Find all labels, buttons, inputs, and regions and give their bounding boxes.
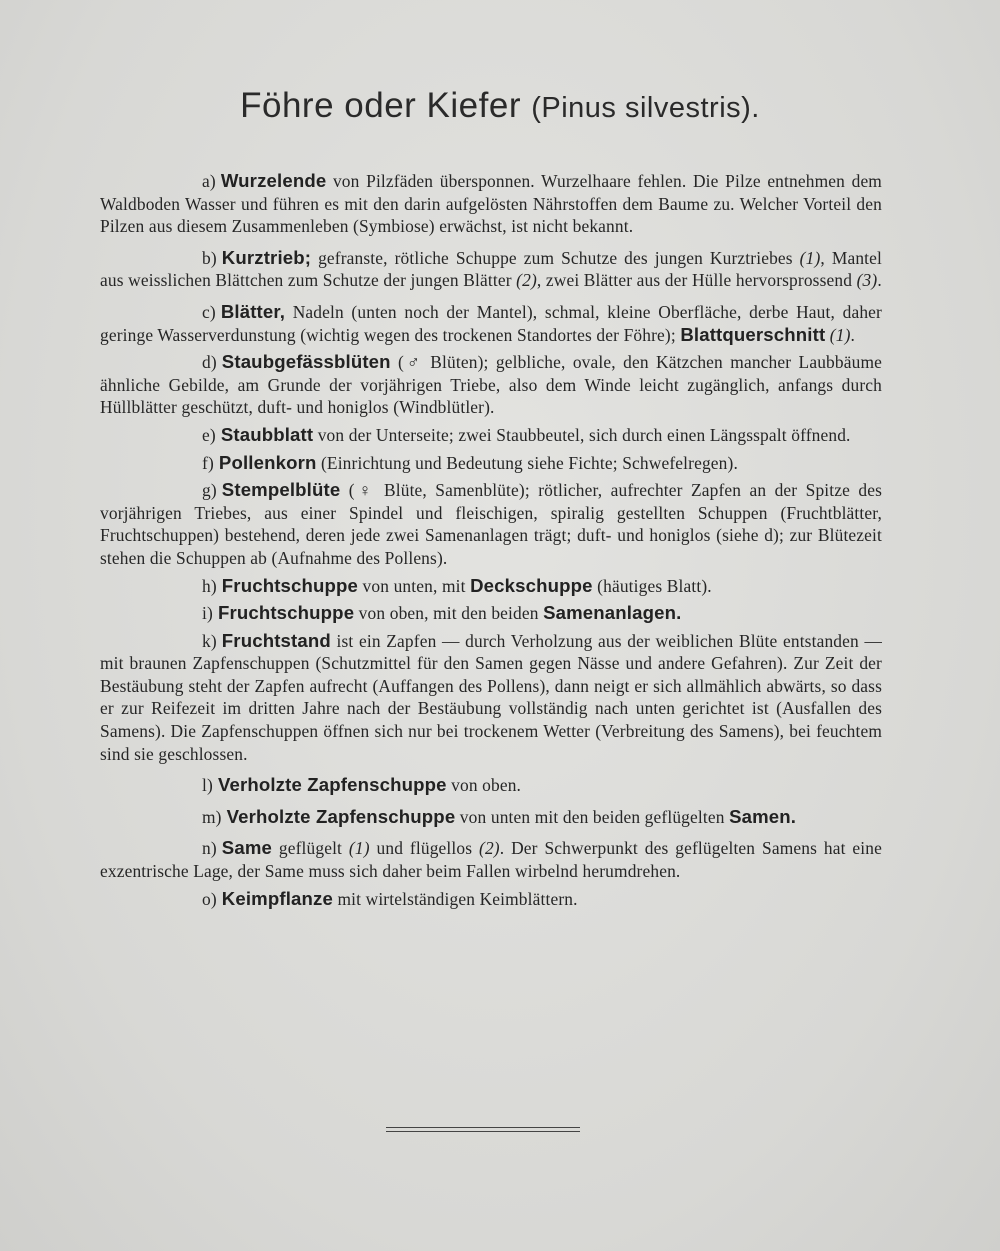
body-text: von unten, mit	[358, 575, 471, 596]
body-text: gefranste, rötliche Schuppe zum Schutze des jungen Kurztriebes	[311, 247, 800, 268]
figure-ref: (2)	[516, 270, 537, 291]
keyword: Fruchtschuppe	[221, 574, 359, 596]
item-letter: d)	[202, 352, 217, 373]
paragraph	[100, 351, 882, 419]
body-text: , Mantel aus weisslichen Blättchen zum Schutze der jungen Blätter	[100, 247, 883, 291]
body-text: von unten mit den beiden geflügelten	[455, 806, 730, 827]
keyword: Samen.	[729, 805, 797, 827]
paragraph	[100, 806, 882, 829]
body-text: (♀ Blüte, Samenblüte); rötlicher, aufrechter Zapfen an der Spitze des vorjährigen Triebes, aus einer Spindel und fleischigen, spiralig gestellten Schuppen (Fruchtblätter, Fruchtschuppen) bestehend, deren jede zwei Samenanlagen trägt; duft- und honiglos (siehe d); zur Blütezeit stehen die Schuppen ab (Aufnahme des Pollens).	[100, 480, 882, 568]
figure-ref: (1)	[829, 324, 851, 345]
keyword: Fruchtstand	[221, 629, 331, 651]
paragraph	[100, 837, 882, 882]
item-letter: l)	[202, 775, 213, 796]
body-text: von oben.	[446, 775, 522, 796]
body-text: (Einrichtung und Bedeutung siehe Fichte; Schwefelregen).	[316, 452, 738, 473]
item-letter: m)	[202, 806, 222, 827]
keyword: Deckschuppe	[470, 574, 593, 596]
item-letter: f)	[202, 452, 214, 473]
body-text: (♂ Blüten); gelbliche, ovale, den Kätzchen mancher Laubbäume ähnliche Gebilde, am Grunde der vorjährigen Triebe, also dem Winde leicht zugänglich, anfangs durch Hüllblätter geschützt, duft- und honiglos (Windblütler).	[100, 352, 882, 418]
figure-ref: (2)	[479, 838, 500, 859]
rule-line	[386, 1127, 580, 1128]
keyword: Stempelblüte	[221, 479, 341, 501]
item-letter: e)	[202, 424, 216, 445]
body-text: von oben, mit den beiden	[354, 603, 544, 624]
keyword: Staubgefässblüten	[221, 351, 391, 373]
paragraph	[100, 424, 882, 447]
keyword: Samenanlagen.	[543, 602, 682, 624]
paragraph	[100, 479, 882, 569]
document-body	[100, 170, 882, 915]
body-text: von der Unterseite; zwei Staubbeutel, sich durch einen Längsspalt öffnend.	[313, 424, 851, 445]
paragraph	[100, 301, 882, 346]
keyword: Kurztrieb;	[221, 246, 312, 268]
figure-ref: (1)	[348, 838, 370, 859]
body-text: , zwei Blätter aus der Hülle hervorsprossend	[536, 270, 857, 291]
figure-ref: (1)	[799, 247, 821, 268]
body-text: Nadeln (unten noch der Mantel), schmal, kleine Oberfläche, derbe Haut, daher geringe Wasserverdunstung (wichtig wegen des trockenen Standortes der Föhre);	[100, 301, 882, 345]
paragraph	[100, 247, 882, 292]
item-letter: k)	[202, 630, 217, 651]
paragraph	[100, 575, 882, 598]
paragraph	[100, 774, 882, 797]
keyword: Blätter,	[220, 300, 286, 322]
keyword: Same	[221, 837, 273, 859]
item-letter: n)	[202, 838, 217, 859]
closing-double-rule	[386, 1127, 580, 1135]
body-text: von Pilzfäden übersponnen. Wurzelhaare fehlen. Die Pilze entnehmen dem Waldboden Wasser und führen es mit den darin aufgelösten Nährstoffen dem Baume zu. Welcher Vorteil den Pilzen aus diesem Zusammenleben (Symbiose) erwächst, ist nicht bekannt.	[100, 171, 882, 237]
paragraph	[100, 452, 882, 475]
item-letter: o)	[202, 888, 217, 909]
body-text: geflügelt	[272, 838, 349, 859]
paragraph	[100, 602, 882, 625]
item-letter: g)	[202, 480, 217, 501]
body-text: mit wirtelständigen Keimblättern.	[332, 888, 578, 909]
body-text: (häutiges Blatt).	[592, 575, 712, 596]
keyword: Verholzte Zapfenschuppe	[226, 805, 456, 827]
item-letter: b)	[202, 247, 217, 268]
keyword: Wurzelende	[220, 170, 327, 191]
paragraph	[100, 630, 882, 766]
keyword: Verholzte Zapfenschuppe	[217, 774, 447, 796]
item-letter: a)	[202, 171, 216, 191]
title-latin: (Pinus silvestris).	[531, 92, 760, 124]
figure-ref: (3)	[856, 270, 878, 291]
item-letter: i)	[202, 603, 213, 624]
item-letter: c)	[202, 301, 216, 322]
keyword: Staubblatt	[220, 423, 314, 445]
body-text: ist ein Zapfen — durch Verholzung aus der weiblichen Blüte entstanden — mit braunen Zapfenschuppen (Schutzmittel für den Samen gegen Nässe und andere Gefahren). Zur Zeit der Bestäubung steht der Zapfen aufrecht (Auffangen des Pollens), dann neigt er sich allmählich abwärts, so dass er zur Reifezeit im dritten Jahre nach der Bestäubung vollständig nach unten gerichtet ist (Ausfallen des Samens). Die Zapfenschuppen öffnen sich nur bei trockenem Wetter (Verbreitung des Samens), bei feuchtem sind sie geschlossen.	[100, 630, 882, 764]
title-main: Föhre oder Kiefer	[240, 86, 521, 125]
paragraph	[100, 170, 882, 238]
keyword: Keimpflanze	[221, 887, 333, 909]
paragraph	[100, 888, 882, 911]
keyword: Fruchtschuppe	[217, 602, 355, 624]
body-text: .	[877, 270, 882, 291]
body-text: . Der Schwerpunkt des geflügelten Samens hat eine exzentrische Lage, der Same muss sich daher beim Fallen wirbelnd herumdrehen.	[100, 838, 882, 882]
rule-line	[386, 1131, 580, 1132]
page-title	[0, 86, 1000, 126]
keyword: Pollenkorn	[218, 451, 317, 473]
body-text: .	[850, 324, 856, 345]
item-letter: h)	[202, 575, 217, 596]
body-text: und flügellos	[369, 838, 479, 859]
keyword: Blattquerschnitt	[680, 323, 826, 345]
